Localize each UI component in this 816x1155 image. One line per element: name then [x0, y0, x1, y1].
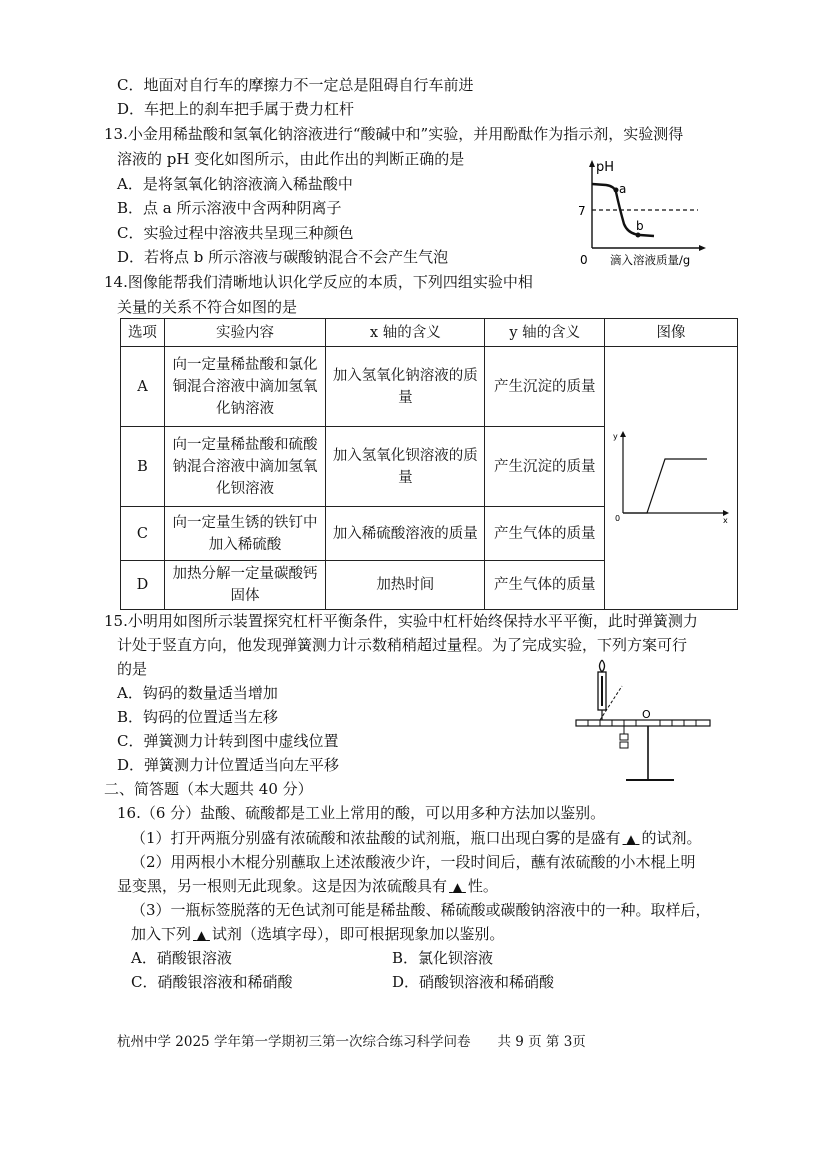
table-row [121, 347, 738, 427]
q12-option-c: C．地面对自行车的摩擦力不一定总是阻碍自行车前进 [117, 76, 474, 94]
q16-stem: 16.（6 分）盐酸、硫酸都是工业上常用的酸，可以用多种方法加以鉴别。 [117, 804, 606, 822]
q13-option-c: C．实验过程中溶液共呈现三种颜色 [117, 224, 354, 242]
q14-header-option: 选项 [121, 319, 165, 347]
q14-stem-line2: 关量的关系不符合如图的是 [117, 298, 298, 316]
q13-graph-xlabel: 滴入溶液质量/g [610, 253, 691, 267]
q16-option-c: C．硝酸银溶液和稀硝酸 [131, 973, 293, 991]
q14-row-b-y: 产生沉淀的质量 [485, 427, 605, 507]
q14-stem-line1: 14.图像能帮我们清晰地认识化学反应的本质，下列四组实验中相 [104, 273, 533, 291]
q16-part2-text: 显变黑，另一根则无此现象。这是因为浓硫酸具有 [117, 877, 448, 895]
q14-header-content: 实验内容 [164, 319, 325, 347]
q16-part3-text-end: 试剂（选填字母），即可根据现象加以鉴别。 [211, 925, 505, 943]
q12-option-d: D．车把上的刹车把手属于费力杠杆 [117, 100, 355, 118]
q14-row-d-x: 加热时间 [326, 561, 485, 610]
q16-option-d: D．硝酸钡溶液和稀硝酸 [392, 973, 555, 991]
q16-option-a: A．硝酸银溶液 [131, 949, 232, 967]
q16-part3-text: 加入下列 [131, 925, 192, 943]
q14-graph [609, 425, 733, 525]
q16-part2-line1: （2）用两根小木棍分别蘸取上述浓酸液少许，一段时间后，蘸有浓硫酸的小木棍上明 [131, 853, 696, 871]
q14-header-x: x 轴的含义 [326, 319, 485, 347]
q14-graph-x: x [722, 515, 728, 525]
q15-option-d: D．弹簧测力计位置适当向左平移 [117, 756, 340, 774]
q13-graph-origin: 0 [580, 253, 588, 267]
q14-table [120, 318, 738, 610]
q14-row-c-y: 产生气体的质量 [485, 507, 605, 561]
q13-graph-tick7: 7 [578, 204, 586, 218]
q14-graph-y: y [612, 431, 618, 441]
q14-graph-origin: 0 [614, 513, 621, 523]
q14-header-y: y 轴的含义 [485, 319, 605, 347]
q16-part2-text-end: 性。 [467, 877, 498, 895]
q15-fulcrum-label: O [642, 708, 651, 721]
q14-row-a-option: A [121, 347, 165, 427]
q15-option-c: C．弹簧测力计转到图中虚线位置 [117, 732, 339, 750]
page-footer: 杭州中学 2025 学年第一学期初三第一次综合练习科学问卷 共 9 页 第 3页 [117, 1034, 586, 1050]
q15-option-a: A．钩码的数量适当增加 [117, 684, 278, 702]
q14-header-graph: 图像 [604, 319, 737, 347]
q16-part3-line1: （3）一瓶标签脱落的无色试剂可能是稀盐酸、稀硫酸或碳酸钠溶液中的一种。取样后， [131, 901, 711, 919]
q16-part1-text: （1）打开两瓶分别盛有浓硫酸和浓盐酸的试剂瓶，瓶口出现白雾的是盛有 [131, 829, 621, 847]
q14-row-b-content: 向一定量稀盐酸和硫酸钠混合溶液中滴加氢氧化钡溶液 [164, 427, 325, 507]
q13-ph-graph [568, 158, 708, 270]
q15-stem-line2: 计处于竖直方向，他发现弹簧测力计示数稍稍超过量程。为了完成实验，下列方案可行 [117, 636, 688, 654]
q14-header-row [121, 319, 738, 347]
q16-part3-line2 [131, 924, 504, 945]
blank-marker-icon: ▲ [196, 928, 207, 942]
q13-point-a-label: a [619, 182, 627, 196]
q16-part1-text-end: 的试剂。 [641, 829, 702, 847]
q16-part1 [131, 828, 701, 849]
q13-point-b-label: b [636, 219, 644, 233]
q13-option-a: A．是将氢氧化钠溶液滴入稀盐酸中 [117, 175, 353, 193]
q14-row-a-y: 产生沉淀的质量 [485, 347, 605, 427]
q15-option-b: B．钩码的位置适当左移 [117, 708, 279, 726]
q14-row-c-x: 加入稀硫酸溶液的质量 [326, 507, 485, 561]
q14-row-c-content: 向一定量生锈的铁钉中加入稀硫酸 [164, 507, 325, 561]
q13-graph-ylabel: pH [596, 160, 615, 175]
section-2-title: 二、简答题（本大题共 40 分） [104, 780, 313, 798]
q13-option-b: B．点 a 所示溶液中含两种阴离子 [117, 199, 342, 217]
q14-row-a-content: 向一定量稀盐酸和氯化铜混合溶液中滴加氢氧化钠溶液 [164, 347, 325, 427]
q14-row-d-content: 加热分解一定量碳酸钙固体 [164, 561, 325, 610]
q15-stem-line3: 的是 [117, 660, 148, 678]
q15-lever-figure [570, 656, 716, 790]
q15-stem-line1: 15.小明用如图所示装置探究杠杆平衡条件，实验中杠杆始终保持水平平衡，此时弹簧测力 [104, 612, 698, 630]
blank-marker-icon: ▲ [452, 880, 463, 894]
blank-marker-icon: ▲ [626, 832, 636, 846]
q14-row-c-option: C [121, 507, 165, 561]
q14-row-b-x: 加入氢氧化钡溶液的质量 [326, 427, 485, 507]
q16-option-b: B．氯化钡溶液 [392, 949, 494, 967]
q14-row-b-option: B [121, 427, 165, 507]
q14-row-a-x: 加入氢氧化钠溶液的质量 [326, 347, 485, 427]
q14-graph-cell [604, 347, 737, 610]
q14-row-d-option: D [121, 561, 165, 610]
q16-part2-line2 [117, 876, 498, 897]
q13-stem-line2: 溶液的 pH 变化如图所示，由此作出的判断正确的是 [117, 150, 465, 168]
q13-stem-line1: 13.小金用稀盐酸和氢氧化钠溶液进行“酸碱中和”实验，并用酚酞作为指示剂，实验测得 [104, 125, 684, 143]
q14-row-d-y: 产生气体的质量 [485, 561, 605, 610]
q13-option-d: D．若将点 b 所示溶液与碳酸钠混合不会产生气泡 [117, 248, 449, 266]
